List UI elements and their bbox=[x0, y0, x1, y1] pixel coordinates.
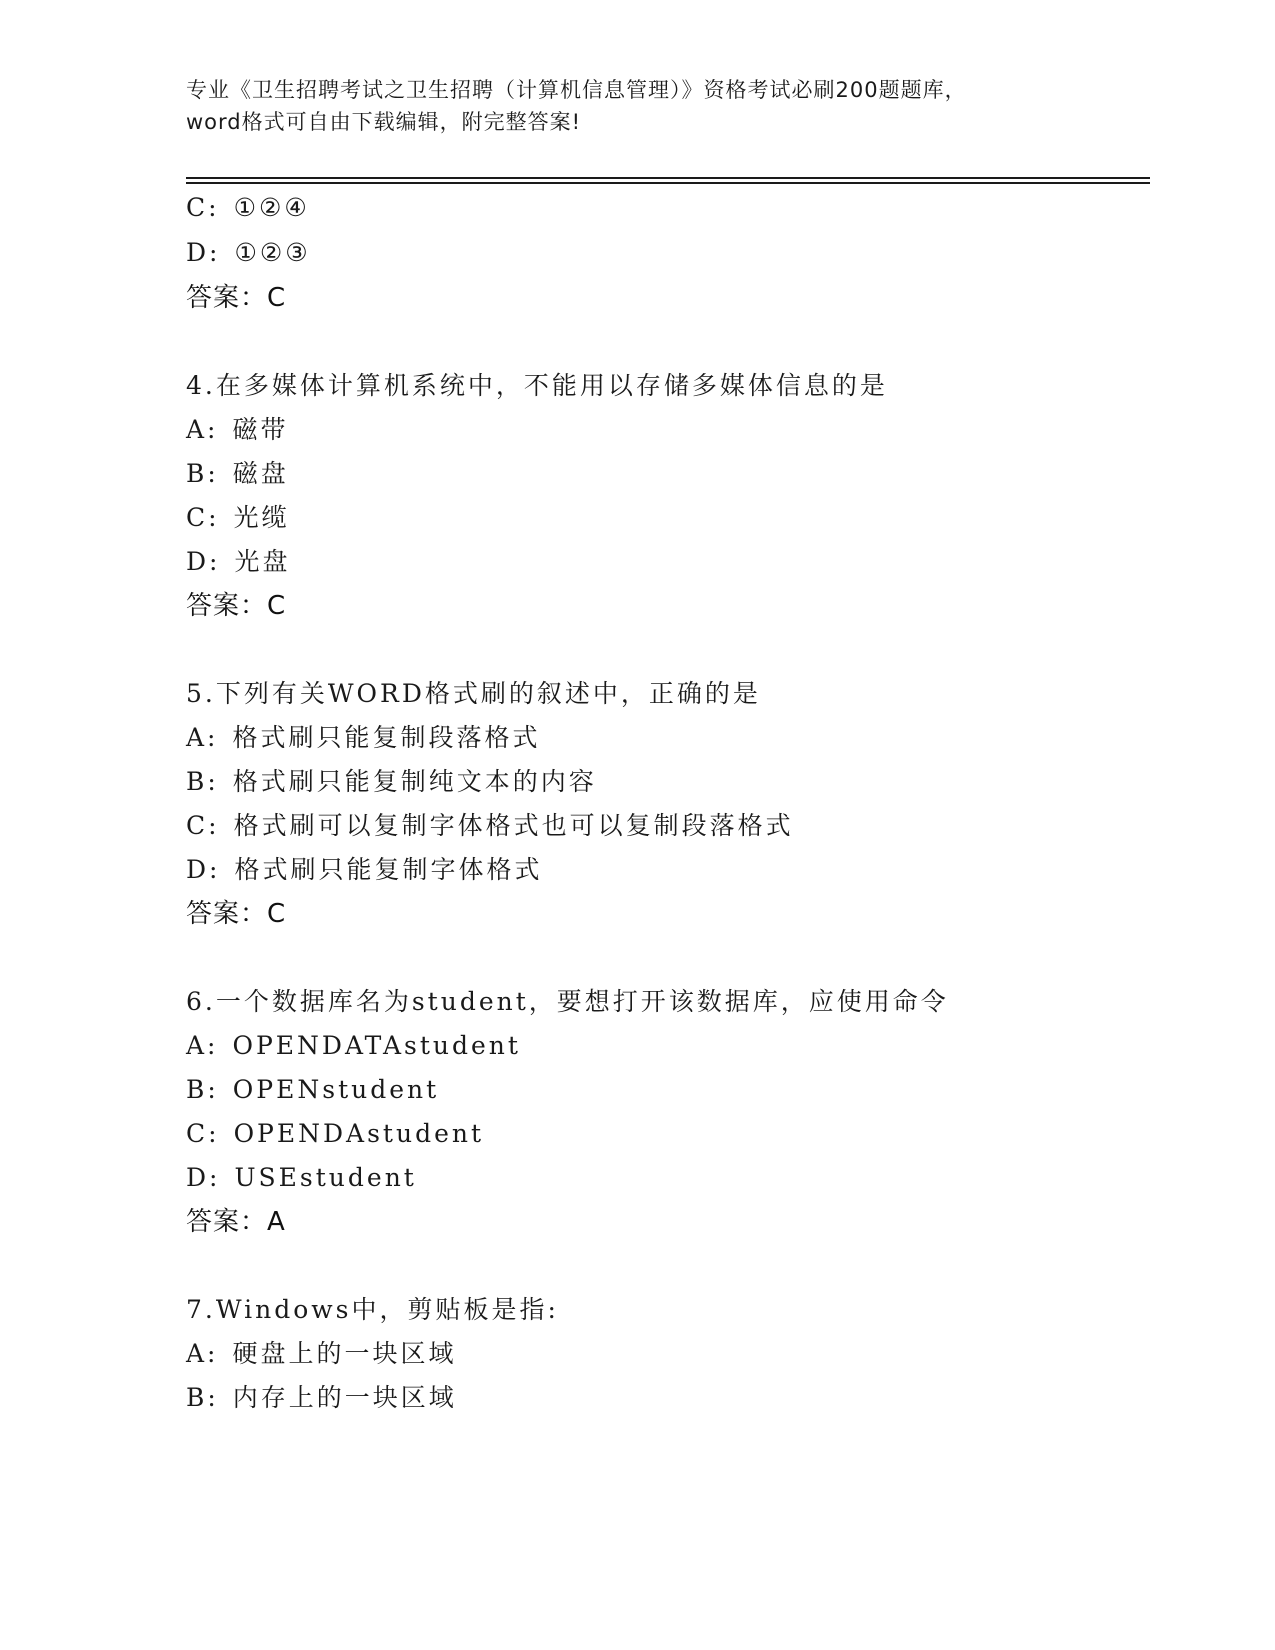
option-text: 光盘 bbox=[234, 547, 291, 576]
option-letter: D: bbox=[186, 547, 221, 576]
option-text: 格式刷可以复制字体格式也可以复制段落格式 bbox=[233, 811, 794, 840]
option-text: 格式刷只能复制字体格式 bbox=[234, 855, 543, 884]
q6-question: 6.一个数据库名为student，要想打开该数据库，应使用命令 bbox=[186, 987, 949, 1016]
q6-option-d bbox=[186, 1163, 417, 1193]
option-text: ①②③ bbox=[234, 238, 311, 267]
option-letter: B: bbox=[186, 1075, 219, 1104]
q4-option-d bbox=[186, 547, 290, 577]
q7-option-a bbox=[186, 1339, 457, 1369]
option-text: USEstudent bbox=[234, 1163, 417, 1192]
q6-option-a bbox=[186, 1031, 521, 1061]
option-letter: C: bbox=[186, 1119, 220, 1148]
q5-option-c bbox=[186, 811, 794, 841]
q3-option-d bbox=[186, 238, 311, 268]
option-text: ①②④ bbox=[233, 193, 310, 222]
option-letter: B: bbox=[186, 767, 219, 796]
option-letter: D: bbox=[186, 238, 221, 267]
option-text: OPENDATAstudent bbox=[232, 1031, 521, 1060]
option-text: 光缆 bbox=[233, 503, 290, 532]
option-letter: C: bbox=[186, 811, 220, 840]
option-text: 硬盘上的一块区域 bbox=[232, 1339, 457, 1368]
q4-option-c bbox=[186, 503, 290, 533]
option-letter: C: bbox=[186, 193, 220, 222]
option-letter: B: bbox=[186, 1383, 219, 1412]
option-letter: A: bbox=[186, 723, 219, 752]
option-text: 磁带 bbox=[232, 415, 289, 444]
q4-option-b bbox=[186, 459, 289, 489]
option-text: 格式刷只能复制段落格式 bbox=[232, 723, 541, 752]
header-title-line-1: 专业《卫生招聘考试之卫生招聘（计算机信息管理）》资格考试必刷200题题库， bbox=[186, 78, 967, 102]
option-letter: A: bbox=[186, 1339, 219, 1368]
option-letter: C: bbox=[186, 503, 220, 532]
option-text: 内存上的一块区域 bbox=[232, 1383, 457, 1412]
option-text: 格式刷只能复制纯文本的内容 bbox=[232, 767, 597, 796]
q7-question: 7.Windows中，剪贴板是指: bbox=[186, 1295, 559, 1324]
q4-question: 4.在多媒体计算机系统中，不能用以存储多媒体信息的是 bbox=[186, 371, 888, 400]
option-text: 磁盘 bbox=[232, 459, 289, 488]
option-letter: A: bbox=[186, 415, 219, 444]
option-letter: D: bbox=[186, 1163, 221, 1192]
q7-option-b bbox=[186, 1383, 457, 1413]
header-title-line-2: word格式可自由下载编辑，附完整答案! bbox=[186, 110, 582, 134]
header-rule-top bbox=[186, 177, 1150, 179]
document-header bbox=[186, 74, 1086, 138]
q6-answer: 答案：A bbox=[186, 1207, 286, 1237]
q3-answer: 答案：C bbox=[186, 283, 287, 313]
q5-question: 5.下列有关WORD格式刷的叙述中，正确的是 bbox=[186, 679, 761, 708]
option-letter: D: bbox=[186, 855, 221, 884]
option-text: OPENstudent bbox=[232, 1075, 440, 1104]
q6-option-b bbox=[186, 1075, 439, 1105]
q3-option-c bbox=[186, 193, 310, 223]
option-text: OPENDAstudent bbox=[233, 1119, 485, 1148]
q5-option-a bbox=[186, 723, 541, 753]
q5-option-d bbox=[186, 855, 542, 885]
option-letter: B: bbox=[186, 459, 219, 488]
q4-option-a bbox=[186, 415, 289, 445]
option-letter: A: bbox=[186, 1031, 219, 1060]
q4-answer: 答案：C bbox=[186, 591, 287, 621]
q5-option-b bbox=[186, 767, 597, 797]
q6-option-c bbox=[186, 1119, 484, 1149]
header-rule-bottom bbox=[186, 182, 1150, 184]
q5-answer: 答案：C bbox=[186, 899, 287, 929]
